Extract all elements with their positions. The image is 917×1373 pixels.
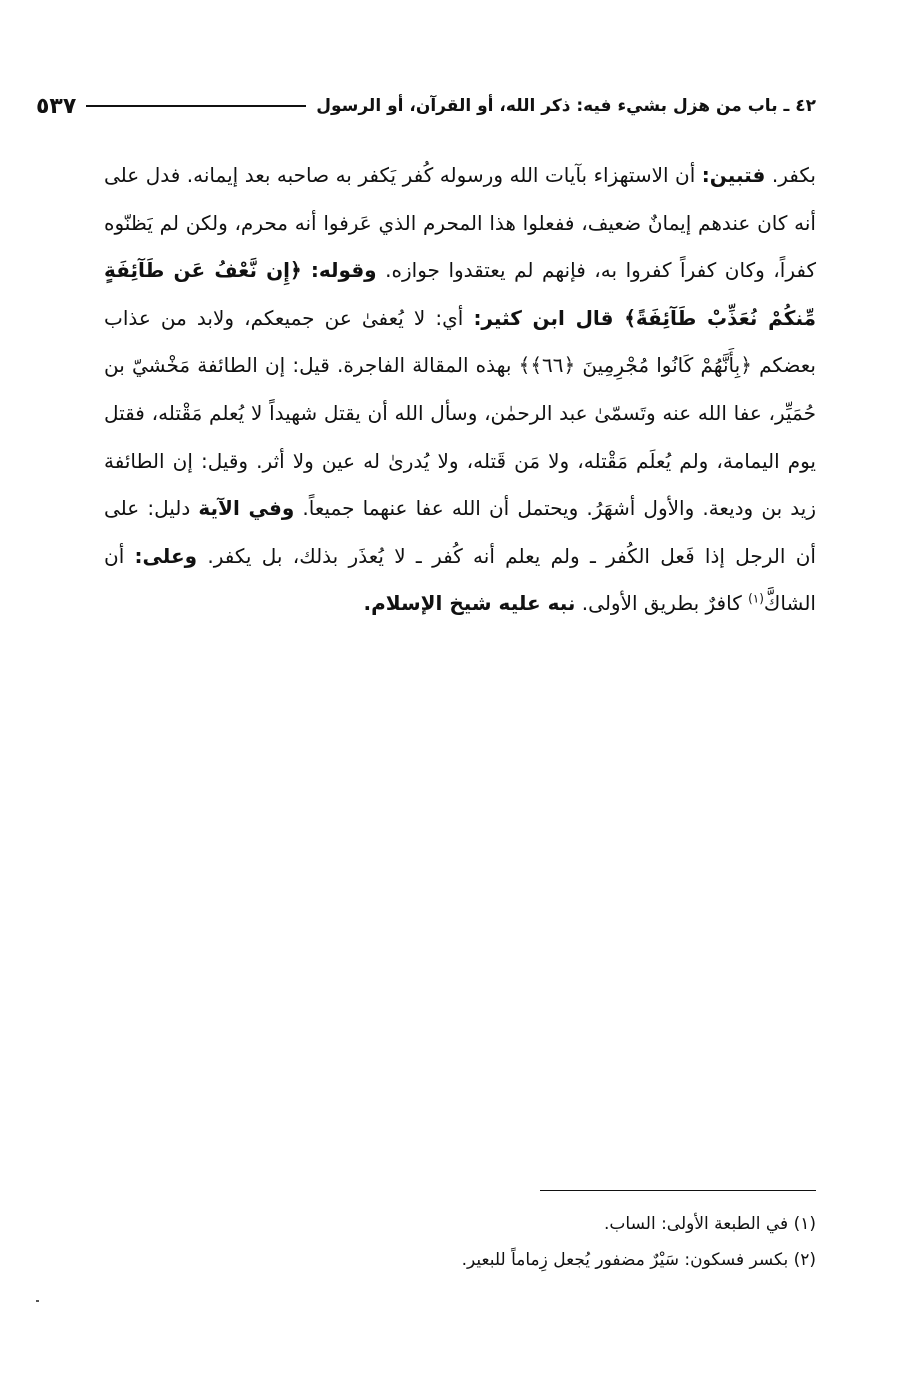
footnote-1: (١) في الطبعة الأولى: الساب. bbox=[604, 1214, 816, 1234]
footnote-separator bbox=[540, 1190, 816, 1191]
running-header bbox=[36, 86, 816, 126]
bold-term: نبه عليه شيخ الإسلام. bbox=[363, 591, 576, 616]
quran-verse: ﴿إِن نَّعْفُ عَن طَآئِفَةٍ مِّنكُمْ نُعَذِّبْ طَآئِفَةً﴾ bbox=[104, 258, 816, 330]
header-rule bbox=[86, 105, 306, 107]
text-run: أي: لا يُعفىٰ عن جميعكم، ولابد من عذاب بعضكم ﴿بِأَنَّهُمْ كَانُوا مُجْرِمِينَ ﴿٦٦﴾﴾ بهذه المقالة الفاجرة. قيل: إن الطائفة مَخْشيّ بن حُمَيِّر، عفا الله عنه وتَسمّىٰ عبد الرحمٰن، وسأل الله أن يقتل شهيداً لا يُعلم مَقْتله، فقتل يوم اليمامة، ولم يُعلَم مَقْتله، ولا مَن قَتله، ولا يُدرىٰ له عين ولا أثر. وقيل: إن الطائفة زيد بن وديعة. والأول أشهَرُ. ويحتمل أن الله عفا عنهما جميعاً. bbox=[104, 305, 816, 521]
text-run: دليل: على أن الرجل إذا فَعل الكُفر ـ ولم يعلم أنه كُفر ـ لا يُعذَر بذلك، بل يكفر. bbox=[104, 496, 816, 568]
footnotes bbox=[300, 1206, 816, 1278]
bold-term: قال ابن كثير: bbox=[473, 305, 614, 330]
text-run: بكفر. bbox=[765, 163, 816, 187]
bold-term: فتبين: bbox=[701, 163, 766, 187]
bold-term: وقوله: bbox=[310, 258, 377, 283]
main-paragraph bbox=[104, 152, 816, 628]
chapter-title: ٤٢ ـ باب من هزل بشيء فيه: ذكر الله، أو القرآن، أو الرسول bbox=[316, 96, 816, 116]
scan-speck bbox=[36, 1300, 39, 1302]
text-run: كافرٌ بطريق الأولى. bbox=[575, 591, 749, 616]
footnote-marker: (١) bbox=[748, 591, 764, 606]
text-run: أن الاستهزاء بآيات الله ورسوله كُفر يَكفر به صاحبه بعد إيمانه. فدل على أنه كان عندهم إيمانٌ ضعيف، ففعلوا هذا المحرم الذي عَرفوا أنه محرم، ولكن لم يَظنّوه كفراً، وكان كفراً كفروا به، فإنهم لم يعتقدوا جوازه. bbox=[104, 163, 816, 283]
text-run: أن الشاكَّ bbox=[104, 543, 816, 616]
bold-term: وفي الآية bbox=[198, 496, 295, 521]
page-number: ٥٣٧ bbox=[36, 93, 77, 119]
bold-term: وعلى: bbox=[134, 543, 198, 568]
footnote-2: (٢) بكسر فسكون: سَيْرٌ مضفور يُجعل زِماماً للبعير. bbox=[461, 1250, 816, 1270]
